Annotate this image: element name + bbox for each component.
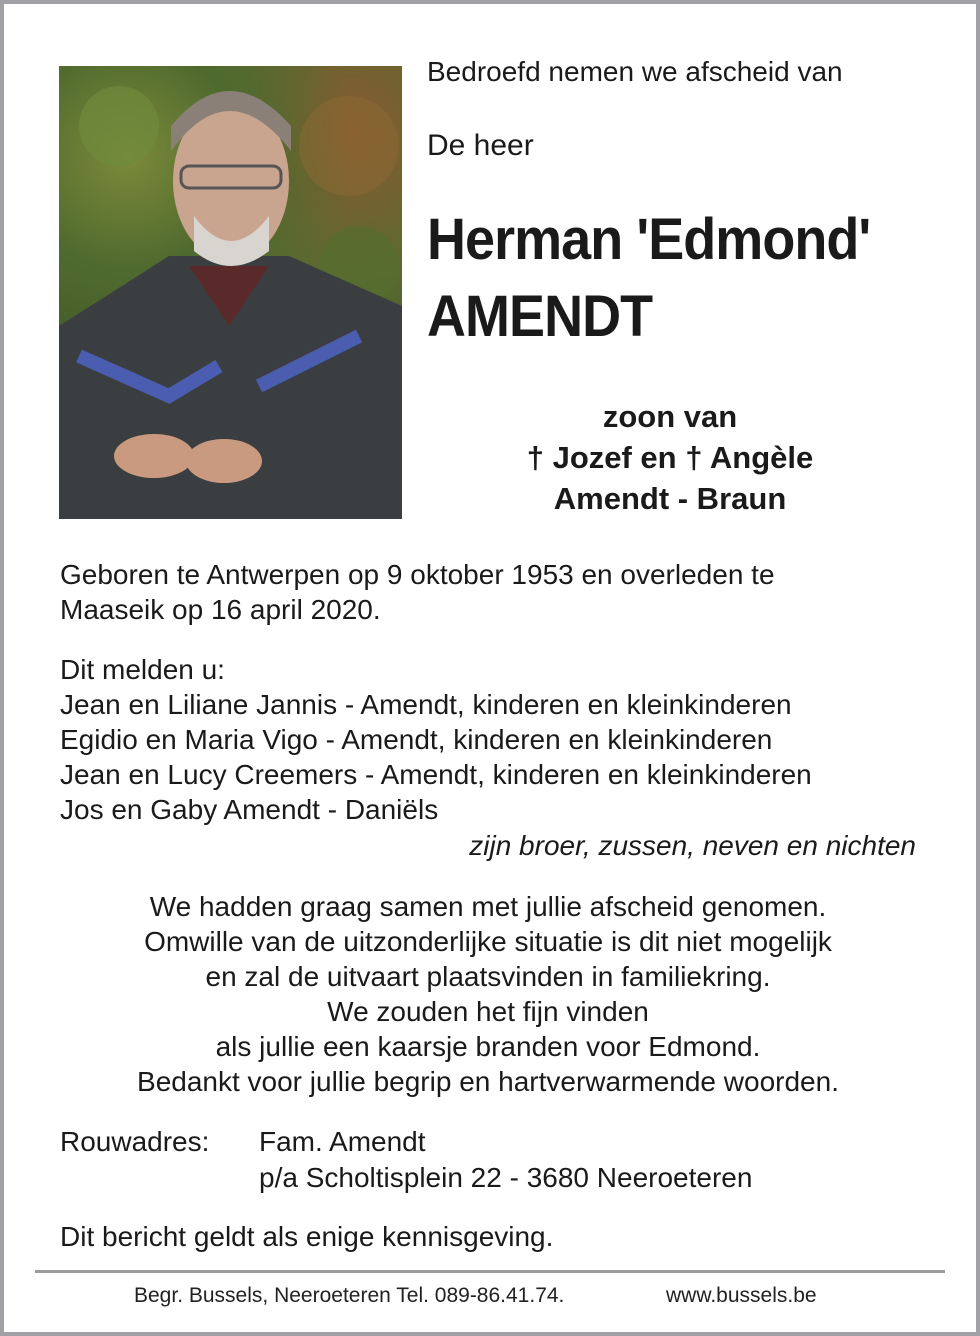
message-line: Bedankt voor jullie begrip en hartverwarmende woorden. bbox=[137, 1066, 839, 1097]
parents-line: Amendt - Braun bbox=[553, 481, 787, 516]
death-line: Maaseik op 16 april 2020. bbox=[60, 594, 381, 625]
message-line: We hadden graag samen met jullie afscheid genomen. bbox=[149, 891, 827, 922]
funeral-home-website[interactable]: www.bussels.be bbox=[666, 1284, 817, 1307]
message-line: en zal de uitvaart plaatsvinden in familiekring. bbox=[205, 961, 771, 992]
portrait-photo bbox=[59, 66, 402, 519]
announcer-line: Jean en Lucy Creemers - Amendt, kinderen en kleinkinderen bbox=[60, 759, 812, 790]
address-label: Rouwadres: bbox=[60, 1126, 210, 1157]
message-line: We zouden het fijn vinden bbox=[327, 996, 649, 1027]
parents-line: zoon van bbox=[602, 399, 738, 434]
deceased-name: Herman 'Edmond' bbox=[427, 207, 871, 272]
announcers-closing: zijn broer, zussen, neven en nichten bbox=[469, 830, 916, 861]
address-line-2: p/a Scholtisplein 22 - 3680 Neeroeteren bbox=[259, 1162, 753, 1193]
parents-block bbox=[420, 396, 920, 519]
announcer-line: Jos en Gaby Amendt - Daniëls bbox=[60, 794, 439, 825]
message-line: als jullie een kaarsje branden voor Edmond. bbox=[215, 1031, 761, 1062]
message-line: Omwille van de uitzonderlijke situatie is dit niet mogelijk bbox=[144, 926, 832, 957]
deceased-surname: AMENDT bbox=[427, 284, 653, 349]
parents-line: † Jozef en † Angèle bbox=[526, 440, 814, 475]
intro-text: Bedroefd nemen we afscheid van bbox=[427, 56, 843, 87]
announcer-line: Egidio en Maria Vigo - Amendt, kinderen en kleinkinderen bbox=[60, 724, 773, 755]
honorific: De heer bbox=[427, 129, 534, 162]
notice-text: Dit bericht geldt als enige kennisgeving. bbox=[60, 1221, 554, 1252]
birth-line: Geboren te Antwerpen op 9 oktober 1953 en overleden te bbox=[60, 559, 775, 590]
announcer-line: Jean en Liliane Jannis - Amendt, kinderen en kleinkinderen bbox=[60, 689, 792, 720]
announcers-heading: Dit melden u: bbox=[60, 654, 225, 685]
footer-divider bbox=[35, 1270, 945, 1273]
funeral-home-info: Begr. Bussels, Neeroeteren Tel. 089-86.41.74. bbox=[134, 1284, 565, 1307]
birth-death-info bbox=[60, 557, 775, 627]
message-block bbox=[0, 889, 976, 1099]
announcers-block bbox=[60, 652, 812, 827]
address-line-1: Fam. Amendt bbox=[259, 1126, 426, 1157]
